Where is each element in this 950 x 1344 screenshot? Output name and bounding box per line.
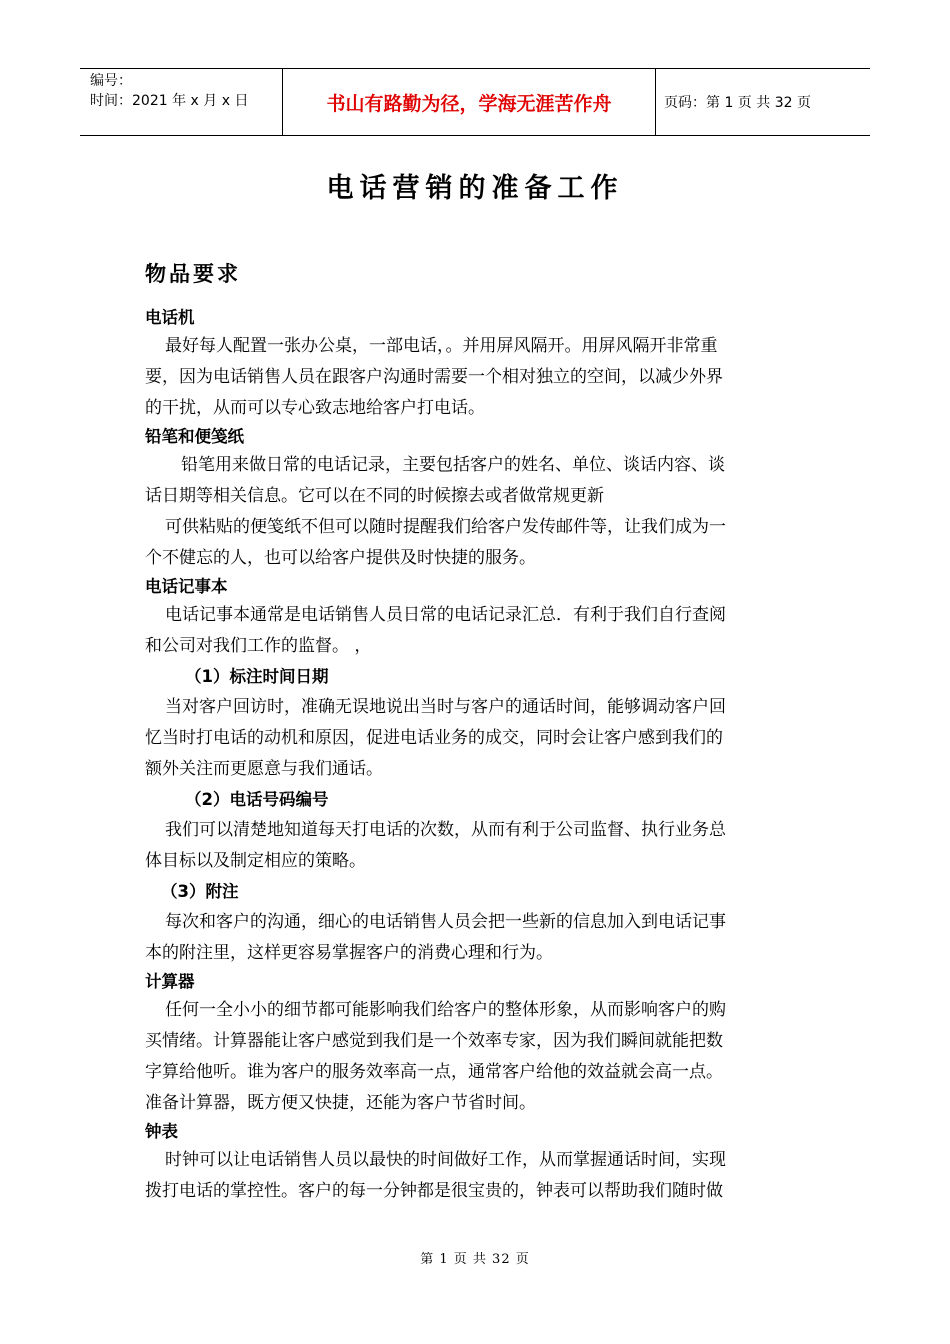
body-paragraph: 任何一全小小的细节都可能影响我们给客户的整体形象，从而影响客户的购 买情绪。计算器能让客户感觉到我们是一个效率专家，因为我们瞬间就能把数 字算给他听。谁为客户的服务效率高一点，通常客户给他的效益就会高一点。 准备计算器，既方便又快捷，还能为客户节省时间。 — [145, 1000, 726, 1113]
subsection-heading: 铅笔和便笺纸 — [145, 427, 244, 446]
doc-date-label: 时间：2021 年 x 月 x 日 — [90, 93, 249, 109]
numbered-subheading: （3）附注 — [161, 882, 239, 901]
section-heading: 物品要求 — [145, 261, 241, 286]
subsection-heading: 电话记事本 — [145, 577, 228, 596]
body-paragraph: 我们可以清楚地知道每天打电话的次数，从而有利于公司监督、执行业务总 体目标以及制定相应的策略。 — [145, 820, 726, 871]
page-footer: 第 1 页 共 32 页 — [420, 1252, 530, 1267]
numbered-subheading: （2）电话号码编号 — [185, 790, 329, 809]
doc-number-label: 编号： — [90, 73, 132, 89]
header-motto: 书山有路勤为径，学海无涯苦作舟 — [282, 69, 656, 135]
body-paragraph: 最好每人配置一张办公桌，一部电话，。并用屏风隔开。用屏风隔开非常重 要，因为电话销售人员在跟客户沟通时需要一个相对独立的空间，以减少外界 的干扰，从而可以专心致志地给客户打电话。 — [145, 336, 723, 418]
subsection-heading: 钟表 — [145, 1122, 178, 1141]
body-paragraph: 电话记事本通常是电话销售人员日常的电话记录汇总．有利于我们自行查阅 和公司对我们工作的监督。 ， — [145, 605, 726, 656]
numbered-subheading: （1）标注时间日期 — [185, 667, 329, 686]
page-header — [80, 68, 870, 136]
document-body — [145, 305, 810, 1207]
body-paragraph: 当对客户回访时，准确无误地说出当时与客户的通话时间，能够调动客户回 忆当时打电话的动机和原因，促进电话业务的成交，同时会让客户感到我们的 额外关注而更愿意与我们通话。 — [145, 697, 726, 779]
document-title: 电话营销的准备工作 — [326, 173, 624, 204]
subsection-heading: 电话机 — [145, 308, 195, 327]
body-paragraph: 时钟可以让电话销售人员以最快的时间做好工作，从而掌握通话时间，实现 拨打电话的掌控性。客户的每一分钟都是很宝贵的，钟表可以帮助我们随时做 — [145, 1150, 726, 1201]
body-paragraph: 可供粘贴的便笺纸不但可以随时提醒我们给客户发传邮件等，让我们成为一 个不健忘的人，也可以给客户提供及时快捷的服务。 — [145, 517, 726, 568]
header-page-info: 页码：第 1 页 共 32 页 — [664, 95, 811, 111]
body-paragraph: 每次和客户的沟通，细心的电话销售人员会把一些新的信息加入到电话记事 本的附注里，这样更容易掌握客户的消费心理和行为。 — [145, 912, 726, 963]
body-paragraph: 铅笔用来做日常的电话记录，主要包括客户的姓名、单位、谈话内容、谈 话日期等相关信息。它可以在不同的时候擦去或者做常规更新 — [145, 455, 725, 506]
subsection-heading: 计算器 — [145, 972, 195, 991]
header-meta — [80, 69, 282, 135]
